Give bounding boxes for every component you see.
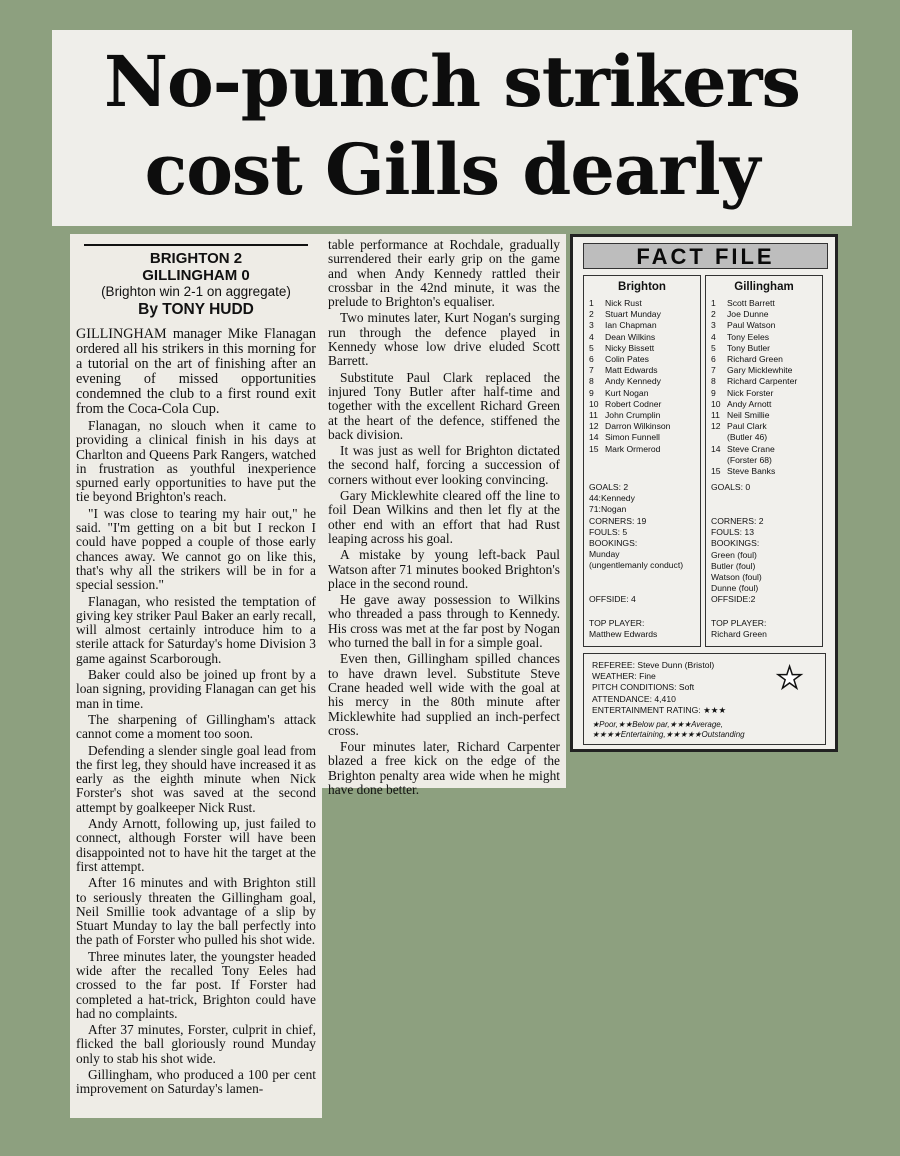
paragraph: Even then, Gillingham spilled chances to have drawn level. Substitute Steve Crane headed well wide with the goal at his mercy in the 80th minute after Micklewhite had supplied an inch-perfect cross. <box>328 651 560 738</box>
score-gillingham: GILLINGHAM 0 <box>142 267 250 284</box>
paragraph: Andy Arnott, following up, just failed to connect, although Forster will have been disappointed not to have hit the target at the first attempt. <box>76 816 316 874</box>
player-number: 7 <box>711 365 716 376</box>
top-player <box>711 618 818 640</box>
player-row <box>589 421 695 432</box>
team-stats <box>589 482 696 572</box>
corners: CORNERS: 19 <box>589 515 647 526</box>
referee: REFEREE: Steve Dunn (Bristol) <box>592 660 715 670</box>
player-number: 5 <box>589 342 594 353</box>
booking: Watson (foul) <box>711 572 762 583</box>
player-name: Steve Crane <box>727 443 775 454</box>
player-row <box>589 399 695 410</box>
player-name: Colin Pates <box>605 354 649 365</box>
paragraph: Two minutes later, Kurt Nogan's surging run through the defence played in Kennedy whose low drive eluded Scott Barrett. <box>328 310 560 369</box>
player-name: (Forster 68) <box>727 454 772 465</box>
team-panel-brighton <box>583 275 701 647</box>
fact-file-title: FACT FILE <box>583 243 828 269</box>
player-row <box>711 343 817 354</box>
weather: WEATHER: Fine <box>592 671 656 682</box>
player-row <box>711 332 817 343</box>
star-icon: ★ <box>776 661 803 696</box>
top-player-label: TOP PLAYER: <box>589 618 645 628</box>
player-row <box>589 410 695 421</box>
player-name: Paul Clark <box>727 421 767 432</box>
player-number: 12 <box>589 421 599 432</box>
bookings-label: BOOKINGS: <box>589 538 638 549</box>
player-name: Nick Forster <box>727 387 774 398</box>
player-name: Andy Kennedy <box>605 376 661 387</box>
player-row <box>711 354 817 365</box>
player-name: Gary Micklewhite <box>727 365 793 376</box>
team-name: Brighton <box>618 281 666 293</box>
player-number: 3 <box>589 320 594 331</box>
top-player-name: Richard Green <box>711 629 767 640</box>
player-number: 11 <box>589 410 598 421</box>
paragraph: Four minutes later, Richard Carpenter blazed a free kick on the edge of the Brighton penalty area wide when he might have done better. <box>328 739 560 797</box>
player-row <box>589 432 695 443</box>
headline-line-1: No-punch strikers <box>104 40 800 123</box>
paragraph: Flanagan, who resisted the temptation of giving key striker Paul Baker an early recall, will almost certainly introduce him to a sterile attack for Saturday's home Division 3 game against Scarborough. <box>76 593 316 666</box>
player-number: 1 <box>589 298 594 308</box>
player-name: Nick Rust <box>605 298 642 308</box>
headline-line-2: cost Gills dearly <box>144 128 760 211</box>
player-name: Andy Arnott <box>727 398 772 409</box>
player-row <box>711 320 817 331</box>
team-stats-2 <box>711 516 818 606</box>
player-name: Darron Wilkinson <box>605 421 671 432</box>
player-name: Richard Green <box>727 354 783 365</box>
player-number: 6 <box>589 354 594 365</box>
paragraph: Defending a slender single goal lead from the first leg, they should have increased it as early as the eighth minute when Nick Forster's shot was saved at the second attempt by goalkeeper Nick Rust. <box>76 742 316 815</box>
fact-file-box <box>570 234 838 752</box>
player-row <box>589 298 695 309</box>
player-row <box>711 309 817 320</box>
player-number: 2 <box>589 309 594 320</box>
headline-panel <box>52 30 852 226</box>
lead-paragraph: GILLINGHAM manager Mike Flanagan ordered all his strikers in this morning for a tutorial on the art of finishing after an evening of missed opportunities condemned the club to a first round exit from the Coca-Cola Cup. <box>76 326 316 417</box>
player-row <box>711 410 817 421</box>
player-name: (Butler 46) <box>727 432 768 443</box>
attendance: ATTENDANCE: 4,410 <box>592 693 676 704</box>
score-brighton: BRIGHTON 2 <box>149 250 243 267</box>
rating-key <box>592 720 817 740</box>
player-number: 8 <box>711 376 716 387</box>
goals: GOALS: 2 <box>589 482 629 492</box>
player-row <box>711 376 817 387</box>
player-number: 12 <box>711 421 721 432</box>
top-player-label: TOP PLAYER: <box>711 618 767 628</box>
paragraph: Gillingham, who produced a 100 per cent improvement on Saturday's lamen- <box>76 1067 316 1097</box>
pitch-conditions: PITCH CONDITIONS: Soft <box>592 682 695 693</box>
aggregate-note: (Brighton win 2-1 on aggregate) <box>101 284 291 299</box>
team-extra-stats <box>589 594 696 605</box>
booking: Butler (foul) <box>711 560 756 571</box>
paragraph: After 37 minutes, Forster, culprit in chief, flicked the ball gloriously round Munday only to stab his shot wide. <box>76 1022 316 1066</box>
player-row <box>711 388 817 399</box>
paragraph: Flanagan, no slouch when it came to providing a clinical finish in his days at Charlton and Queens Park Rangers, watched in frustration as youthful inexperience spurned early opportunities to have put the tie beyond Brighton's reach. <box>76 418 316 505</box>
player-number <box>711 455 727 466</box>
scorer: 44:Kennedy <box>589 493 635 504</box>
fouls: FOULS: 13 <box>711 527 754 538</box>
player-name: Robert Codner <box>605 398 662 409</box>
paragraph: Baker could also be joined up front by a loan signing, providing Flanagan can get his man in time. <box>76 667 316 711</box>
fouls: FOULS: 5 <box>589 526 628 537</box>
offside: OFFSIDE:2 <box>711 594 756 605</box>
player-number: 10 <box>711 398 721 409</box>
author: By TONY HUDD <box>138 301 254 318</box>
player-number: 11 <box>711 410 720 421</box>
team-name: Gillingham <box>734 281 794 293</box>
match-details <box>583 653 826 745</box>
player-row <box>711 444 817 455</box>
player-number: 15 <box>589 443 599 454</box>
player-name: Stuart Munday <box>605 309 661 320</box>
booking: (ungentlemanly conduct) <box>589 560 684 571</box>
article-column-2 <box>322 234 566 797</box>
player-row <box>711 455 817 466</box>
player-name: Kurt Nogan <box>605 387 649 398</box>
player-row <box>711 421 817 432</box>
player-row <box>589 332 695 343</box>
player-row <box>589 320 695 331</box>
paragraph: "I was close to tearing my hair out," he said. "I'm getting on a bit but I reckon I could have popped a couple of those early chances away. We cannot go on like this, that's why all the strikers will be in for a special session." <box>76 505 316 593</box>
player-number: 3 <box>711 320 716 331</box>
rating-key-line: ★Poor,★★Below par,★★★Average, <box>592 720 723 730</box>
player-row <box>589 354 695 365</box>
player-name: Joe Dunne <box>727 309 769 320</box>
player-name: Paul Watson <box>727 320 776 331</box>
player-name: Dean Wilkins <box>605 331 656 342</box>
player-number: 10 <box>589 398 599 409</box>
player-list <box>711 298 817 477</box>
player-number: 5 <box>711 342 716 353</box>
player-name: Tony Eeles <box>727 331 770 342</box>
offside: OFFSIDE: 4 <box>589 594 636 604</box>
player-row <box>589 365 695 376</box>
player-number: 9 <box>589 387 594 398</box>
paragraph: Gary Micklewhite cleared off the line to foil Dean Wilkins and then let fly at the other end with an effort that had Rust leaping across his goal. <box>328 488 560 546</box>
scorer: 71:Nogan <box>589 504 627 515</box>
player-row <box>589 388 695 399</box>
player-number: 4 <box>589 331 594 342</box>
headline <box>52 30 852 214</box>
player-number: 1 <box>711 298 716 308</box>
player-name: Nicky Bissett <box>605 342 655 353</box>
player-number: 14 <box>711 443 721 454</box>
paragraph: Three minutes later, the youngster headed wide after the recalled Tony Eeles had crossed to the far post. If Forster had completed a hat-trick, Brighton could have had no complaints. <box>76 948 316 1021</box>
player-name: Scott Barrett <box>727 298 775 308</box>
team-panel-gillingham <box>705 275 823 647</box>
top-player <box>589 618 696 640</box>
player-number: 6 <box>711 354 716 365</box>
player-name: John Crumplin <box>605 410 661 421</box>
player-number <box>711 432 727 443</box>
player-name: Neil Smillie <box>727 410 770 421</box>
player-row <box>589 444 695 455</box>
team-stats <box>711 482 818 493</box>
player-number: 2 <box>711 309 716 320</box>
paragraph: Substitute Paul Clark replaced the injured Tony Butler after half-time and together with the excellent Richard Green at the heart of the defence, stiffened the back division. <box>328 369 560 442</box>
top-player-name: Matthew Edwards <box>589 629 658 640</box>
paragraph: table performance at Rochdale, gradually surrendered their early grip on the game and when Andy Kennedy rattled their crossbar in the 42nd minute, it was the prelude to Brighton's equaliser. <box>328 237 560 310</box>
paragraph: He gave away possession to Wilkins who threaded a pass through to Kennedy. His cross was met at the far post by Nogan who turned the ball in for a simple goal. <box>328 592 560 651</box>
player-number: 7 <box>589 365 594 376</box>
player-number: 15 <box>711 466 721 477</box>
player-row <box>589 309 695 320</box>
player-name: Simon Funnell <box>605 432 660 443</box>
player-name: Steve Banks <box>727 466 776 477</box>
paragraph: After 16 minutes and with Brighton still to seriously threaten the Gillingham goal, Neil Smillie took advantage of a slip by Stuart Munday to lay the ball perfectly into the path of Forster who pulled his shot wide. <box>76 875 316 948</box>
booking: Green (foul) <box>711 549 757 560</box>
player-row <box>711 365 817 376</box>
player-name: Tony Butler <box>727 342 770 353</box>
player-row <box>711 399 817 410</box>
player-name: Mark Ormerod <box>605 443 661 454</box>
paragraph: The sharpening of Gillingham's attack cannot come a moment too soon. <box>76 711 316 742</box>
goals: GOALS: 0 <box>711 482 751 492</box>
player-row <box>711 432 817 443</box>
paragraph: A mistake by young left-back Paul Watson after 71 minutes booked Brighton's place in the second round. <box>328 547 560 591</box>
match-byline <box>84 244 308 319</box>
bookings-label: BOOKINGS: <box>711 538 760 549</box>
player-name: Richard Carpenter <box>727 376 798 387</box>
player-row <box>711 298 817 309</box>
article-column-1 <box>70 234 322 1118</box>
player-number: 9 <box>711 387 716 398</box>
player-number: 4 <box>711 331 716 342</box>
booking: Munday <box>589 549 620 560</box>
corners: CORNERS: 2 <box>711 516 764 526</box>
player-number: 14 <box>589 432 599 443</box>
booking: Dunne (foul) <box>711 583 759 594</box>
player-number: 8 <box>589 376 594 387</box>
player-row <box>589 376 695 387</box>
player-list <box>589 298 695 455</box>
player-name: Matt Edwards <box>605 365 658 376</box>
player-row <box>589 343 695 354</box>
player-row <box>711 466 817 477</box>
entertainment-rating: ENTERTAINMENT RATING: ★★★ <box>592 704 727 715</box>
paragraph: It was just as well for Brighton dictated the second half, forcing a succession of corners without ever looking convincing. <box>328 443 560 487</box>
rating-key-line: ★★★★Entertaining,★★★★★Outstanding <box>592 730 745 740</box>
player-name: Ian Chapman <box>605 320 657 331</box>
